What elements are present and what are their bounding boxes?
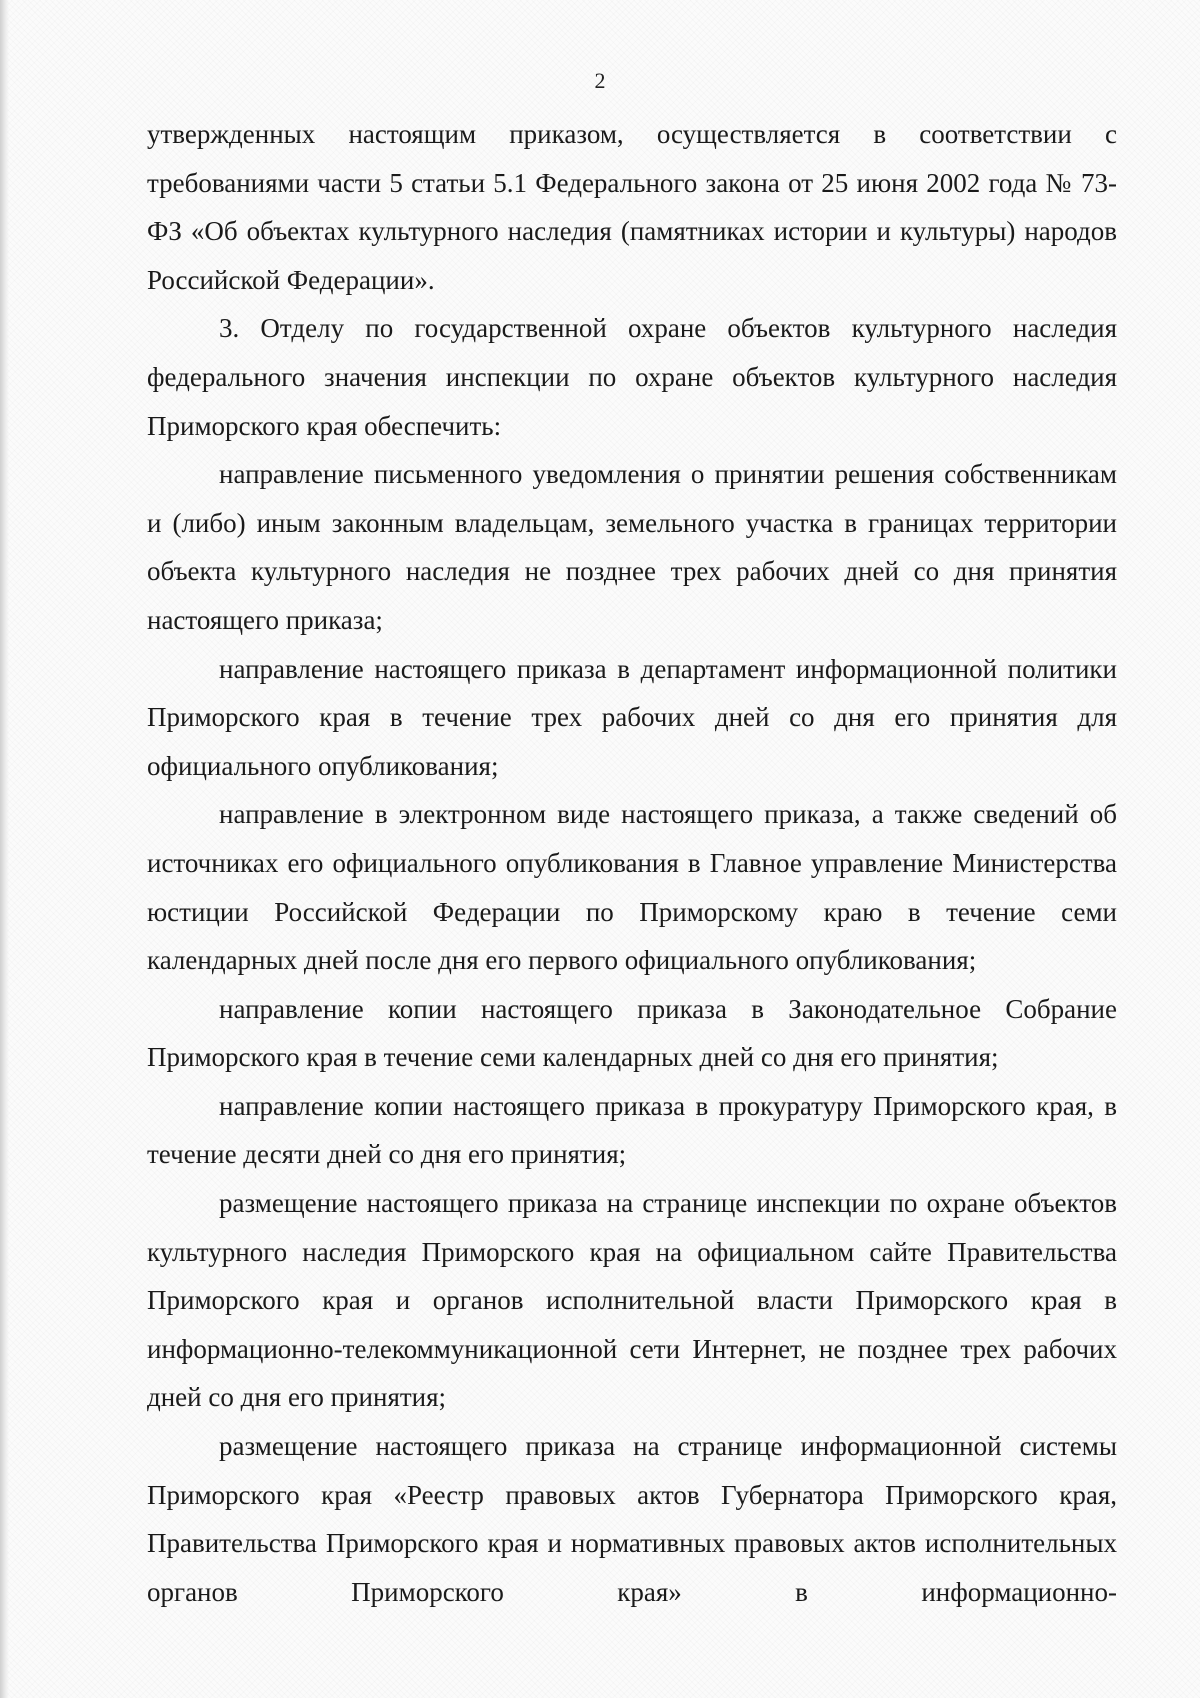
paragraph-ministry-justice: направление в электронном виде настоящего приказа, а также сведений об источниках его официального опубликования в Главное управление Министерства юстиции Российской Федерации по Приморскому краю в течение семи календарных дней после дня его первого официального опубликования; [147,799,1117,976]
paragraph-official-site: размещение настоящего приказа на странице инспекции по охране объектов культурного наследия Приморского края на официальном сайте Правительства Приморского края и органов исполнительной власти Приморского края в информационно-телекоммуникационной сети Интернет, не позднее трех рабочих дней со дня его принятия; [147,1188,1117,1413]
paragraph-registry: размещение настоящего приказа на странице информационной системы Приморского края «Реестр правовых актов Губернатора Приморского края, Правительства Приморского края и нормативных правовых актов исполнительных органов Приморского края» в информационно- [147,1431,1117,1607]
paragraph-item-3: 3. Отделу по государственной охране объектов культурного наследия федерального значения инспекции по охране объектов культурного наследия Приморского края обеспечить: [147,313,1117,441]
document-body [147,110,1117,1616]
paragraph-info-policy: направление настоящего приказа в департамент информационной политики Приморского края в течение трех рабочих дней со дня его принятия для официального опубликования; [147,653,1117,781]
paragraph-notification: направление письменного уведомления о принятии решения собственникам и (либо) иным законным владельцам, земельного участка в границах территории объекта культурного наследия не позднее трех рабочих дней со дня принятия настоящего приказа; [147,459,1117,635]
scan-edge-shadow [0,0,9,1698]
paragraph-legislative-assembly: направление копии настоящего приказа в Законодательное Собрание Приморского края в течение семи календарных дней со дня его принятия; [147,993,1117,1073]
paragraph-prosecutor: направление копии настоящего приказа в прокуратуру Приморского края, в течение десяти дней со дня его принятия; [147,1090,1117,1170]
paragraph-continuation: утвержденных настоящим приказом, осуществляется в соответствии с требованиями части 5 статьи 5.1 Федерального закона от 25 июня 2002 года № 73-ФЗ «Об объектах культурного наследия (памятниках истории и культуры) народов Российской Федерации». [147,119,1117,295]
page-number: 2 [594,68,606,93]
